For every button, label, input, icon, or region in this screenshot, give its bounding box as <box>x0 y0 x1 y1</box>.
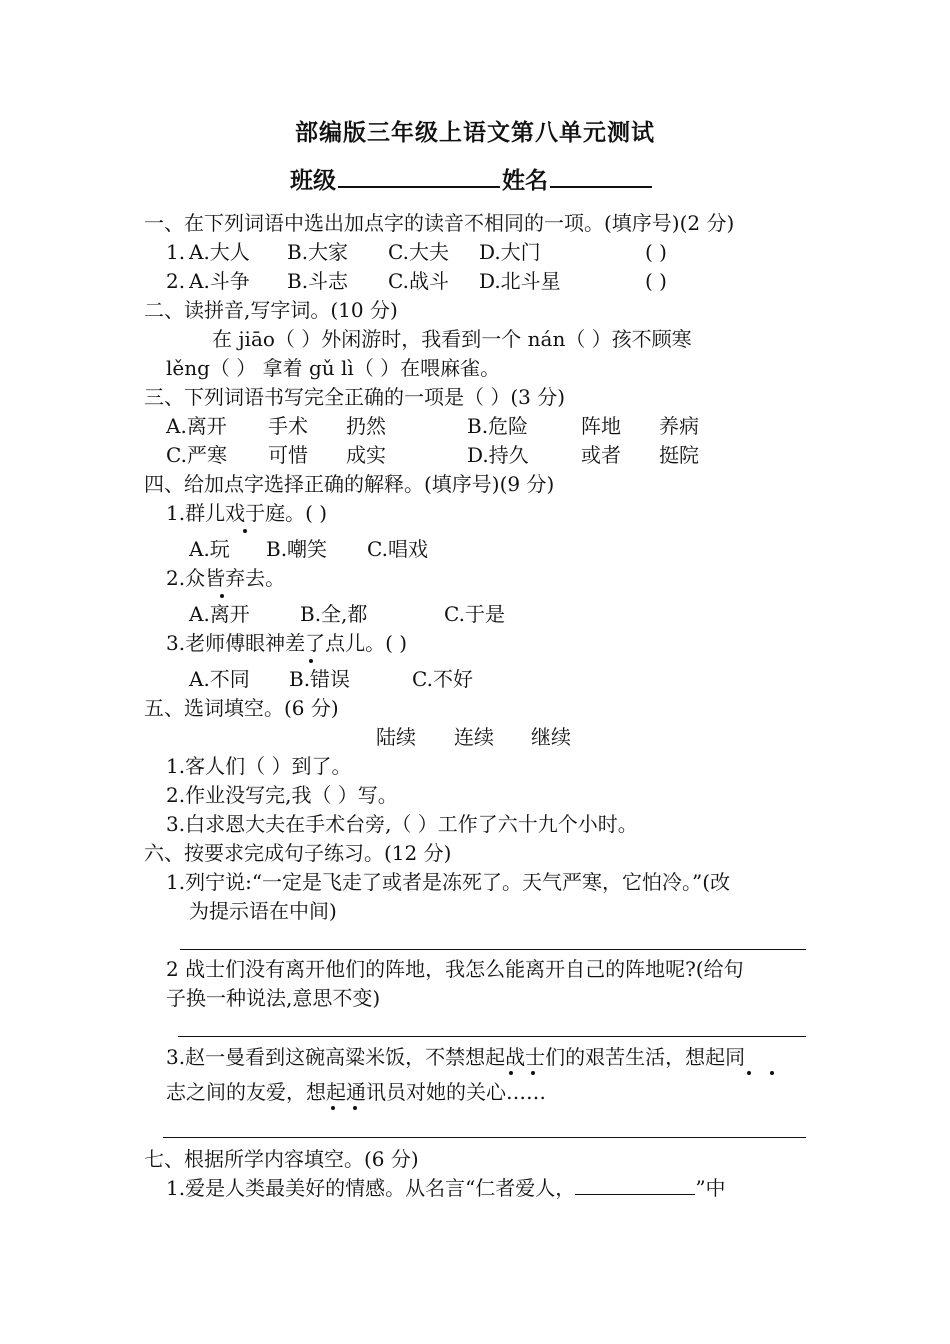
word: 成实 <box>346 443 386 467</box>
option: B.斗志 <box>287 269 349 293</box>
s4-question-1: 1.群儿戏于庭。( ) <box>166 501 328 525</box>
answer-line[interactable] <box>178 1036 806 1037</box>
emphasis-dot <box>353 1106 357 1110</box>
word: 挺院 <box>659 443 699 467</box>
page-title: 部编版三年级上语文第八单元测试 <box>295 120 655 146</box>
option: B.错误 <box>289 667 351 691</box>
s5-question-3: 3.白求恩大夫在手术台旁,（ ）工作了六十九个小时。 <box>166 812 638 836</box>
section-2-heading: 二、读拼音,写字词。(10 分) <box>144 298 398 322</box>
pinyin-line-1: 在 jiāo（ ）外闲游时，我看到一个 nán（ ）孩不顾寒 <box>212 327 692 351</box>
s4-question-2: 2.众皆弃去。 <box>166 566 286 590</box>
emphasis-dot <box>531 1071 535 1075</box>
s7-q1-before: 1.爱是人类最美好的情感。从名言“仁者爱人， <box>166 1176 576 1200</box>
option: B.危险 <box>467 414 529 438</box>
answer-parentheses[interactable]: ( ) <box>645 269 667 293</box>
s6-q2-line-1: 2 战士们没有离开他们的阵地，我怎么能离开自己的阵地呢?(给句 <box>166 957 744 981</box>
section-6-heading: 六、按要求完成句子练习。(12 分) <box>144 841 452 865</box>
s6-q2-line-2: 子换一种说法,意思不变) <box>166 986 381 1010</box>
word: 可惜 <box>268 443 308 467</box>
section-5-heading: 五、选词填空。(6 分) <box>144 696 339 720</box>
s5-question-2: 2.作业没写完,我（ ）写。 <box>166 783 398 807</box>
option: A.不同 <box>189 667 250 691</box>
option: A.离开 <box>189 602 250 626</box>
s6-q3-line-2: 志之间的友爱，想起通讯员对她的关心…… <box>166 1080 546 1104</box>
emphasis-dot <box>509 1071 513 1075</box>
word: 养病 <box>659 414 699 438</box>
emphasis-dot <box>309 659 313 663</box>
option: B.全,都 <box>300 602 368 626</box>
option: A.玩 <box>189 537 230 561</box>
option: C.战斗 <box>388 269 449 293</box>
option: C.于是 <box>444 602 505 626</box>
emphasis-dot <box>331 1106 335 1110</box>
option: A.斗争 <box>189 269 250 293</box>
word: 扔然 <box>346 414 386 438</box>
s6-q3-line-1: 3.赵一曼看到这碗高粱米饭，不禁想起战士们的艰苦生活，想起同 <box>166 1045 746 1069</box>
word: 手术 <box>268 414 308 438</box>
emphasis-dot <box>770 1071 774 1075</box>
class-blank[interactable] <box>338 164 500 188</box>
answer-line[interactable] <box>180 949 806 950</box>
word: 阵地 <box>581 414 621 438</box>
section-3-heading: 三、下列词语书写完全正确的一项是（ ）(3 分) <box>144 385 566 409</box>
s7-question-1 <box>166 1174 726 1202</box>
s4-question-3: 3.老师傅眼神差了点儿。( ) <box>166 631 408 655</box>
section-7-heading: 七、根据所学内容填空。(6 分) <box>144 1147 419 1171</box>
name-blank[interactable] <box>550 164 652 188</box>
class-label: 班级 <box>290 168 336 194</box>
s7-q1-after: ”中 <box>695 1176 726 1200</box>
option: C.严寒 <box>166 443 227 467</box>
option: A.离开 <box>166 414 227 438</box>
answer-parentheses[interactable]: ( ) <box>645 240 667 264</box>
word-option: 连续 <box>454 725 494 749</box>
question-number: 2. <box>166 269 186 293</box>
s6-q1-line-2: 为提示语在中间) <box>189 899 337 923</box>
word: 或者 <box>581 443 621 467</box>
fill-blank[interactable] <box>575 1174 695 1195</box>
option: D.北斗星 <box>479 269 561 293</box>
option: B.嘲笑 <box>266 537 328 561</box>
name-label: 姓名 <box>502 168 548 194</box>
option: C.大夫 <box>388 240 449 264</box>
option: D.持久 <box>467 443 529 467</box>
emphasis-dot <box>747 1071 751 1075</box>
s5-question-1: 1.客人们（ ）到了。 <box>166 754 352 778</box>
option: C.唱戏 <box>367 537 428 561</box>
section-4-heading: 四、给加点字选择正确的解释。(填序号)(9 分) <box>144 472 555 496</box>
option: A.大人 <box>189 240 250 264</box>
emphasis-dot <box>220 594 224 598</box>
answer-line[interactable] <box>163 1137 806 1138</box>
word-option: 陆续 <box>376 725 416 749</box>
student-info-line <box>290 162 654 195</box>
option: B.大家 <box>287 240 349 264</box>
option: D.大门 <box>479 240 541 264</box>
s6-q1-line-1: 1.列宁说:“一定是飞走了或者是冻死了。天气严寒，它怕冷。”(改 <box>166 870 731 894</box>
word-option: 继续 <box>531 725 571 749</box>
question-number: 1. <box>166 240 186 264</box>
option: C.不好 <box>412 667 473 691</box>
emphasis-dot <box>243 529 247 533</box>
section-1-heading: 一、在下列词语中选出加点字的读音不相同的一项。(填序号)(2 分) <box>144 211 735 235</box>
pinyin-line-2: lěng（ ） 拿着 gǔ lì（ ）在喂麻雀。 <box>166 356 501 380</box>
